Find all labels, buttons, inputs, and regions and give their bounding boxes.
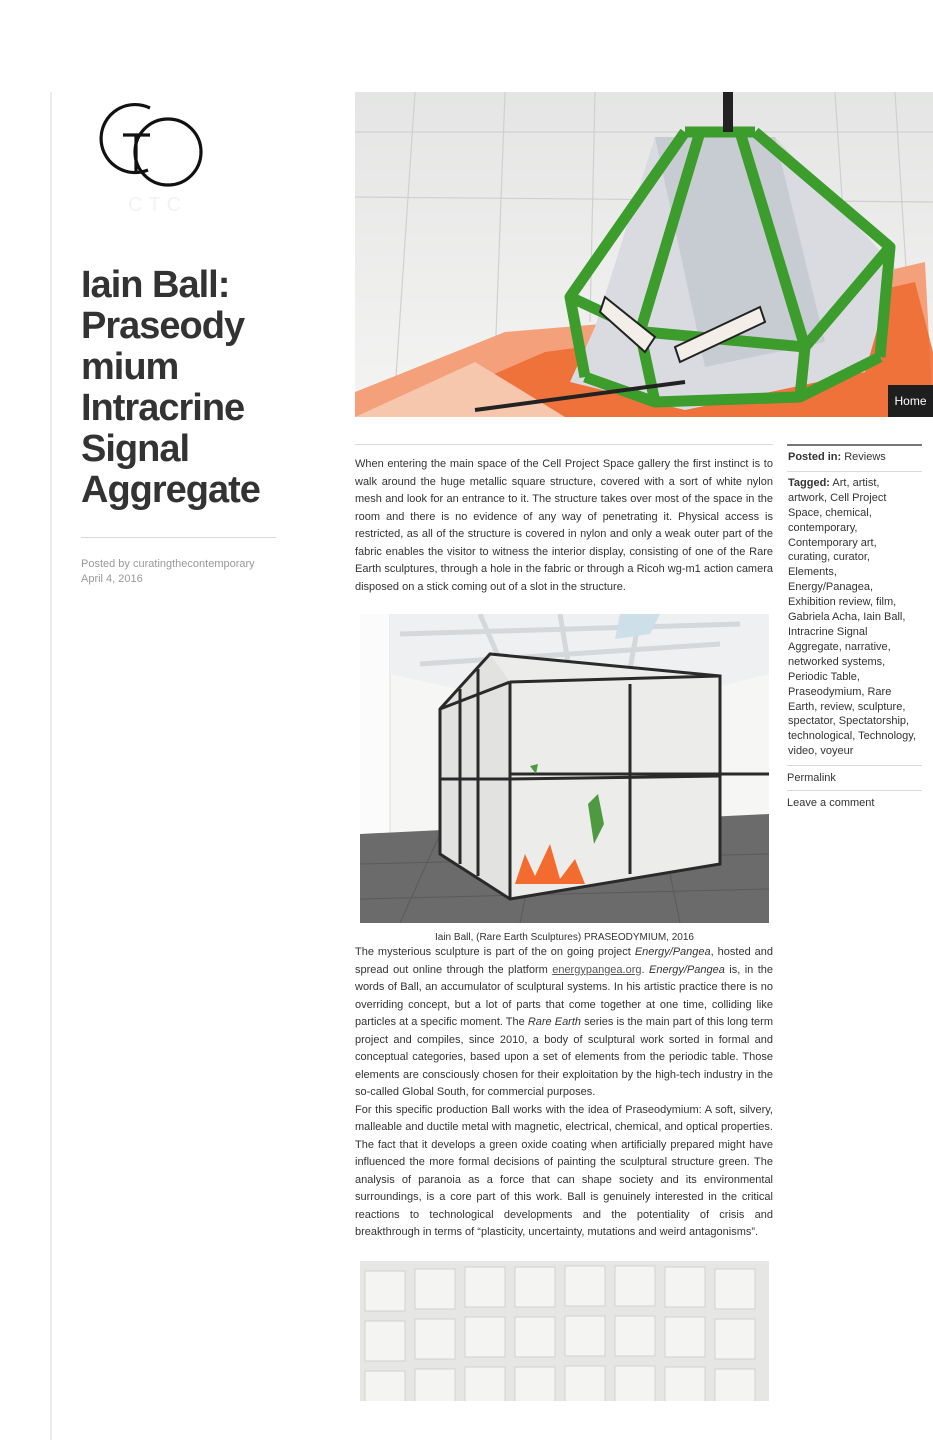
tag-list bbox=[787, 472, 922, 765]
p2-text: series is the main part of this long term project and compiles, since 2010, a body of sculptural work sorted in formal and conceptual categories, based upon a set of elements from the periodic table. Those elements are consciously chosen for their exploitation by the high-tech industry in the so-called Global South, for commercial purposes. bbox=[355, 1016, 773, 1098]
figure-sculpture bbox=[360, 614, 769, 944]
post-meta-sidebar bbox=[787, 444, 922, 815]
p2-emphasis: Energy/Pangea bbox=[649, 963, 725, 976]
hero-image bbox=[355, 92, 933, 417]
posted-in bbox=[787, 446, 922, 471]
energypangea-link[interactable]: energypangea.org bbox=[552, 963, 642, 976]
home-button[interactable]: Home bbox=[888, 385, 933, 417]
p2-text: is, in the words of Ball, an accumulator of sculptural systems. In his artistic practice there is no overriding concept, but a lot of parts that come together at one time, colliding like particles at a specific moment. The bbox=[355, 963, 773, 1028]
figure-caption: Iain Ball, (Rare Earth Sculptures) PRASEODYMIUM, 2016 bbox=[435, 932, 694, 943]
p2-text: , hosted and spread out online through the platform bbox=[355, 946, 773, 976]
category-link[interactable]: Reviews bbox=[844, 451, 886, 463]
nylon-mesh-image bbox=[360, 1261, 769, 1401]
paragraph-1: When entering the main space of the Cell Project Space gallery the first instinct is to walk around the huge metallic square structure, covered with a sort of white nylon mesh and look for an entrance to it. The structure takes over most of the space in the room and there is no evidence of any way of penetrating it. Physical access is restricted, as all of the structure is covered in nylon and only a weak outer part of the fabric enables the visitor to witness the interior display, consisting of one of the Rare Earth sculptures, through a hole in the fabric or through a Ricoh wg-m1 action camera disposed on a stick coming out of a slot in the structure. bbox=[355, 458, 773, 593]
title-line: Signal bbox=[81, 428, 190, 470]
post-content bbox=[355, 444, 773, 1401]
author-link[interactable]: curatingthecontemporary bbox=[132, 558, 255, 570]
title-divider bbox=[81, 537, 276, 538]
permalink[interactable]: Permalink bbox=[787, 772, 836, 785]
title-line: Intracrine bbox=[81, 387, 245, 429]
content-divider bbox=[355, 444, 773, 445]
leave-comment-link[interactable]: Leave a comment bbox=[787, 797, 875, 810]
sculpture-gallery-image bbox=[360, 614, 769, 923]
p2-emphasis: Rare Earth bbox=[527, 1016, 582, 1028]
paragraph-2 bbox=[355, 944, 773, 1102]
title-line: mium bbox=[81, 346, 179, 388]
paragraph-3: For this specific production Ball works with the idea of Praseodymium: A soft, silvery, malleable and ductile metal with magnetic, electrical, chemical, and optical properties. The fact that it develops a green oxide coating when artificially prepared might have influenced the more formal decisions of painting the sculptural structure green. The analysis of paranoia as a force that can shape society and its environmental surroundings, is a core part of this work. Ball is genuinely interested in the critical reactions to technological developments and the potentiality of crisis and breakthrough in terms of “plasticity, uncertainty, mutations and weird antagonisms”. bbox=[355, 1103, 773, 1238]
post-byline bbox=[81, 557, 255, 587]
title-line: Iain Ball: bbox=[81, 264, 230, 306]
site-logo[interactable] bbox=[88, 92, 208, 217]
p2-emphasis: Energy/Pangea bbox=[634, 946, 711, 958]
p2-text: The mysterious sculpture is part of the on going project bbox=[355, 946, 635, 958]
posted-in-label: Posted in: bbox=[788, 451, 842, 463]
byline-prefix: Posted by bbox=[81, 558, 130, 570]
tags[interactable]: Art, artist, artwork, Cell Project Space, chemical, contemporary, Contemporary art, curating, curator, Elements, Energy/Panagea, Exhibition review, film, Gabriela Acha, Iain Ball, Intracrine Signal Aggregate, narrative, networked systems, Periodic Table, Praseodymium, Rare Earth, review, sculpture, spectator, Spectatorship, technological, Technology, video, voyeur bbox=[788, 476, 917, 758]
left-border bbox=[50, 92, 52, 1440]
title-line: Aggregate bbox=[81, 469, 260, 511]
title-line: Praseody bbox=[81, 305, 245, 347]
post-title bbox=[81, 265, 296, 511]
p2-text: . bbox=[641, 963, 649, 976]
tagged-label: Tagged: bbox=[788, 476, 830, 489]
post-date-link[interactable]: April 4, 2016 bbox=[81, 573, 143, 585]
svg-text:CTC: CTC bbox=[128, 194, 188, 216]
